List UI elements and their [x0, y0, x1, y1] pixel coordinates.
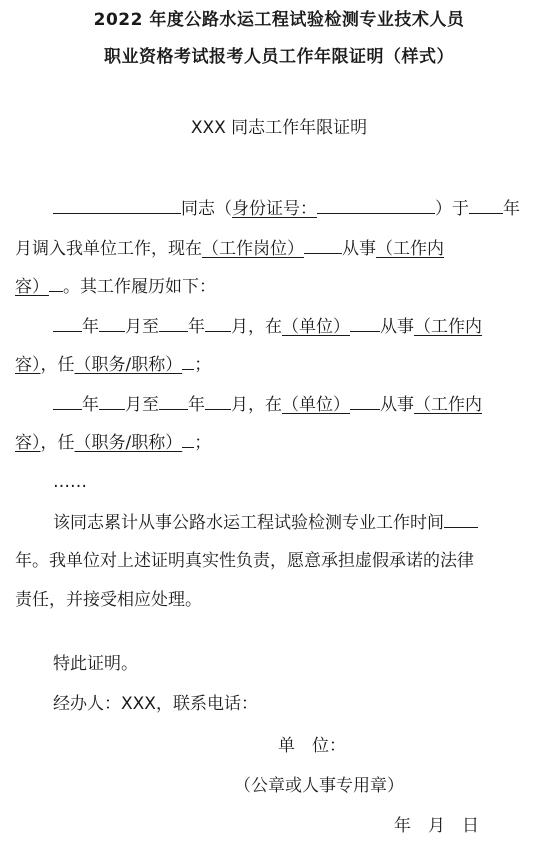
end-month-blank [205, 314, 231, 332]
year-blank [469, 196, 503, 214]
text-congshi: 从事 [342, 239, 376, 259]
certify-text: 特此证明。 [53, 654, 138, 674]
start-month-blank [99, 314, 125, 332]
text-yuezai: 月，在 [231, 395, 282, 415]
content-field-b: 容） [15, 355, 41, 375]
title-field: （职务/职称） [74, 355, 183, 375]
content-field-b: 容） [15, 433, 41, 453]
summary-line3: 责任，并接受相应处理。 [15, 590, 202, 610]
summary-line1 [53, 510, 543, 535]
text-congshi: 从事 [380, 317, 414, 337]
official-seal-note: （公章或人事专用章） [234, 776, 404, 796]
content-field-a: （工作内 [376, 239, 444, 259]
text-history-intro: 。其工作履历如下： [63, 277, 216, 297]
summary-text: 该同志累计从事公路水运工程试验检测专业工作时间 [53, 513, 444, 533]
unit-field: （单位） [282, 395, 350, 415]
start-year-blank [53, 392, 82, 410]
text-nian: 年 [82, 395, 99, 415]
para1-line2 [15, 236, 543, 261]
history-entry-2-line2 [15, 430, 543, 455]
text-tongzhi: 同志（ [181, 199, 232, 219]
handler-contact: 经办人：XXX，联系电话： [53, 694, 258, 714]
text-yu: ）于 [435, 199, 469, 219]
history-entry-1-line2 [15, 352, 543, 377]
end-year-blank [159, 314, 188, 332]
text-semicolon: ； [194, 433, 212, 453]
para1-line1 [53, 196, 543, 221]
certificate-subtitle: XXX 同志工作年限证明 [190, 118, 368, 138]
name-blank [53, 196, 181, 214]
document-title-line2: 职业资格考试报考人员工作年限证明（样式） [104, 47, 454, 67]
text-nian: 年 [188, 317, 205, 337]
title-blank [182, 352, 194, 370]
text-yuezai: 月，在 [231, 317, 282, 337]
date-line: 年 月 日 [394, 816, 479, 836]
history-entry-2-line1 [53, 392, 543, 417]
unit-signature-label: 单 位： [278, 736, 346, 756]
title-blank [182, 430, 194, 448]
ellipsis: …… [53, 472, 87, 492]
start-month-blank [99, 392, 125, 410]
years-blank [444, 510, 478, 528]
document-title-line1: 2022 年度公路水运工程试验检测专业技术人员 [93, 10, 465, 30]
title-field: （职务/职称） [74, 433, 183, 453]
text-yuezhi: 月至 [125, 317, 159, 337]
text-semicolon: ； [194, 355, 212, 375]
unit-blank [350, 314, 380, 332]
content-field-a: （工作内 [414, 395, 482, 415]
history-entry-1-line1 [53, 314, 543, 339]
text-yuezhi: 月至 [125, 395, 159, 415]
position-field: （工作岗位） [202, 239, 304, 259]
text-congshi: 从事 [380, 395, 414, 415]
text-ren: ，任 [40, 433, 75, 453]
end-year-blank [159, 392, 188, 410]
text-ren: ，任 [40, 355, 75, 375]
unit-field: （单位） [282, 317, 350, 337]
text-transfer: 月调入我单位工作，现在 [15, 239, 202, 259]
end-month-blank [205, 392, 231, 410]
position-blank [304, 236, 342, 254]
summary-line2: 年。我单位对上述证明真实性负责，愿意承担虚假承诺的法律 [15, 551, 474, 571]
unit-blank [350, 392, 380, 410]
para1-line3 [15, 274, 543, 299]
start-year-blank [53, 314, 82, 332]
content-field-a: （工作内 [414, 317, 482, 337]
text-nian: 年 [82, 317, 99, 337]
content-field-b: 容） [15, 277, 49, 297]
text-nian: 年 [503, 199, 520, 219]
id-blank [317, 196, 435, 214]
content-blank [49, 274, 63, 292]
id-label: 身份证号： [232, 199, 317, 219]
text-nian: 年 [188, 395, 205, 415]
